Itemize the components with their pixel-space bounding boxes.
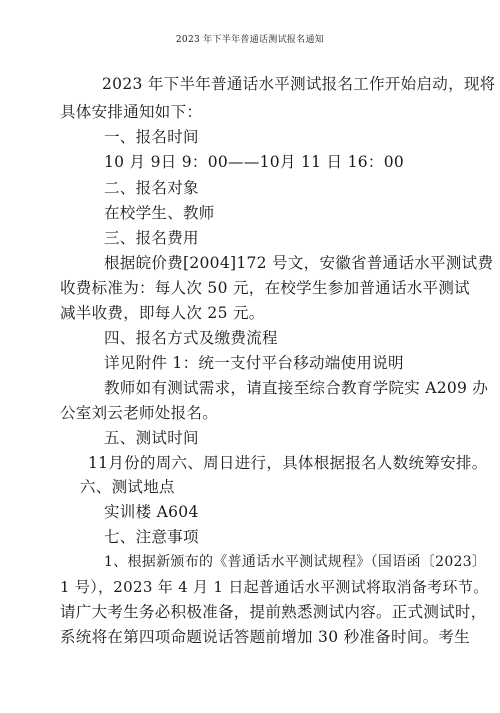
section-heading: 七、注意事项: [104, 528, 199, 546]
intro-line: 具体安排通知如下：: [60, 103, 203, 121]
section-text: 系统将在第四项命题说话答题前增加 30 秒准备时间。考生: [60, 628, 470, 646]
section-heading: 三、报名费用: [104, 229, 199, 247]
section-text: 根据皖价费[2004]172 号文，安徽省普通话水平测试费: [104, 254, 494, 272]
section-heading: 一、报名时间: [104, 128, 199, 146]
section-text: 11月份的周六、周日进行，具体根据报名人数统筹安排。: [88, 454, 488, 472]
section-text: 收费标准为：每人次 50 元，在校学生参加普通话水平测试: [60, 279, 470, 297]
section-text: 10 月 9日 9：00——10月 11 日 16：00: [104, 153, 405, 171]
section-heading: 五、测试时间: [104, 429, 199, 447]
document-title: 2023 年下半年普通话测试报名通知: [175, 35, 325, 45]
section-heading: 二、报名对象: [104, 179, 199, 197]
intro-line: 2023 年下半年普通话水平测试报名工作开始启动，现将: [102, 75, 496, 93]
section-text: 详见附件 1：统一支付平台移动端使用说明: [104, 354, 404, 372]
section-text: 公室刘云老师处报名。: [60, 404, 219, 422]
section-heading: 四、报名方式及缴费流程: [104, 329, 278, 347]
section-text: 1、根据新颁布的《普通话水平测试规程》（国语函〔2023〕: [104, 554, 487, 570]
section-text: 1 号），2023 年 4 月 1 日起普通话水平测试将取消备考环节。: [60, 578, 489, 596]
section-text: 教师如有测试需求，请直接至综合教育学院实 A209 办: [104, 379, 489, 397]
section-text: 减半收费，即每人次 25 元。: [60, 304, 265, 322]
section-text: 实训楼 A604: [104, 503, 199, 521]
section-heading: 六、测试地点: [80, 478, 175, 496]
section-text: 在校学生、教师: [104, 204, 215, 222]
section-text: 请广大考生务必积极准备，提前熟悉测试内容。正式测试时，: [60, 603, 487, 621]
